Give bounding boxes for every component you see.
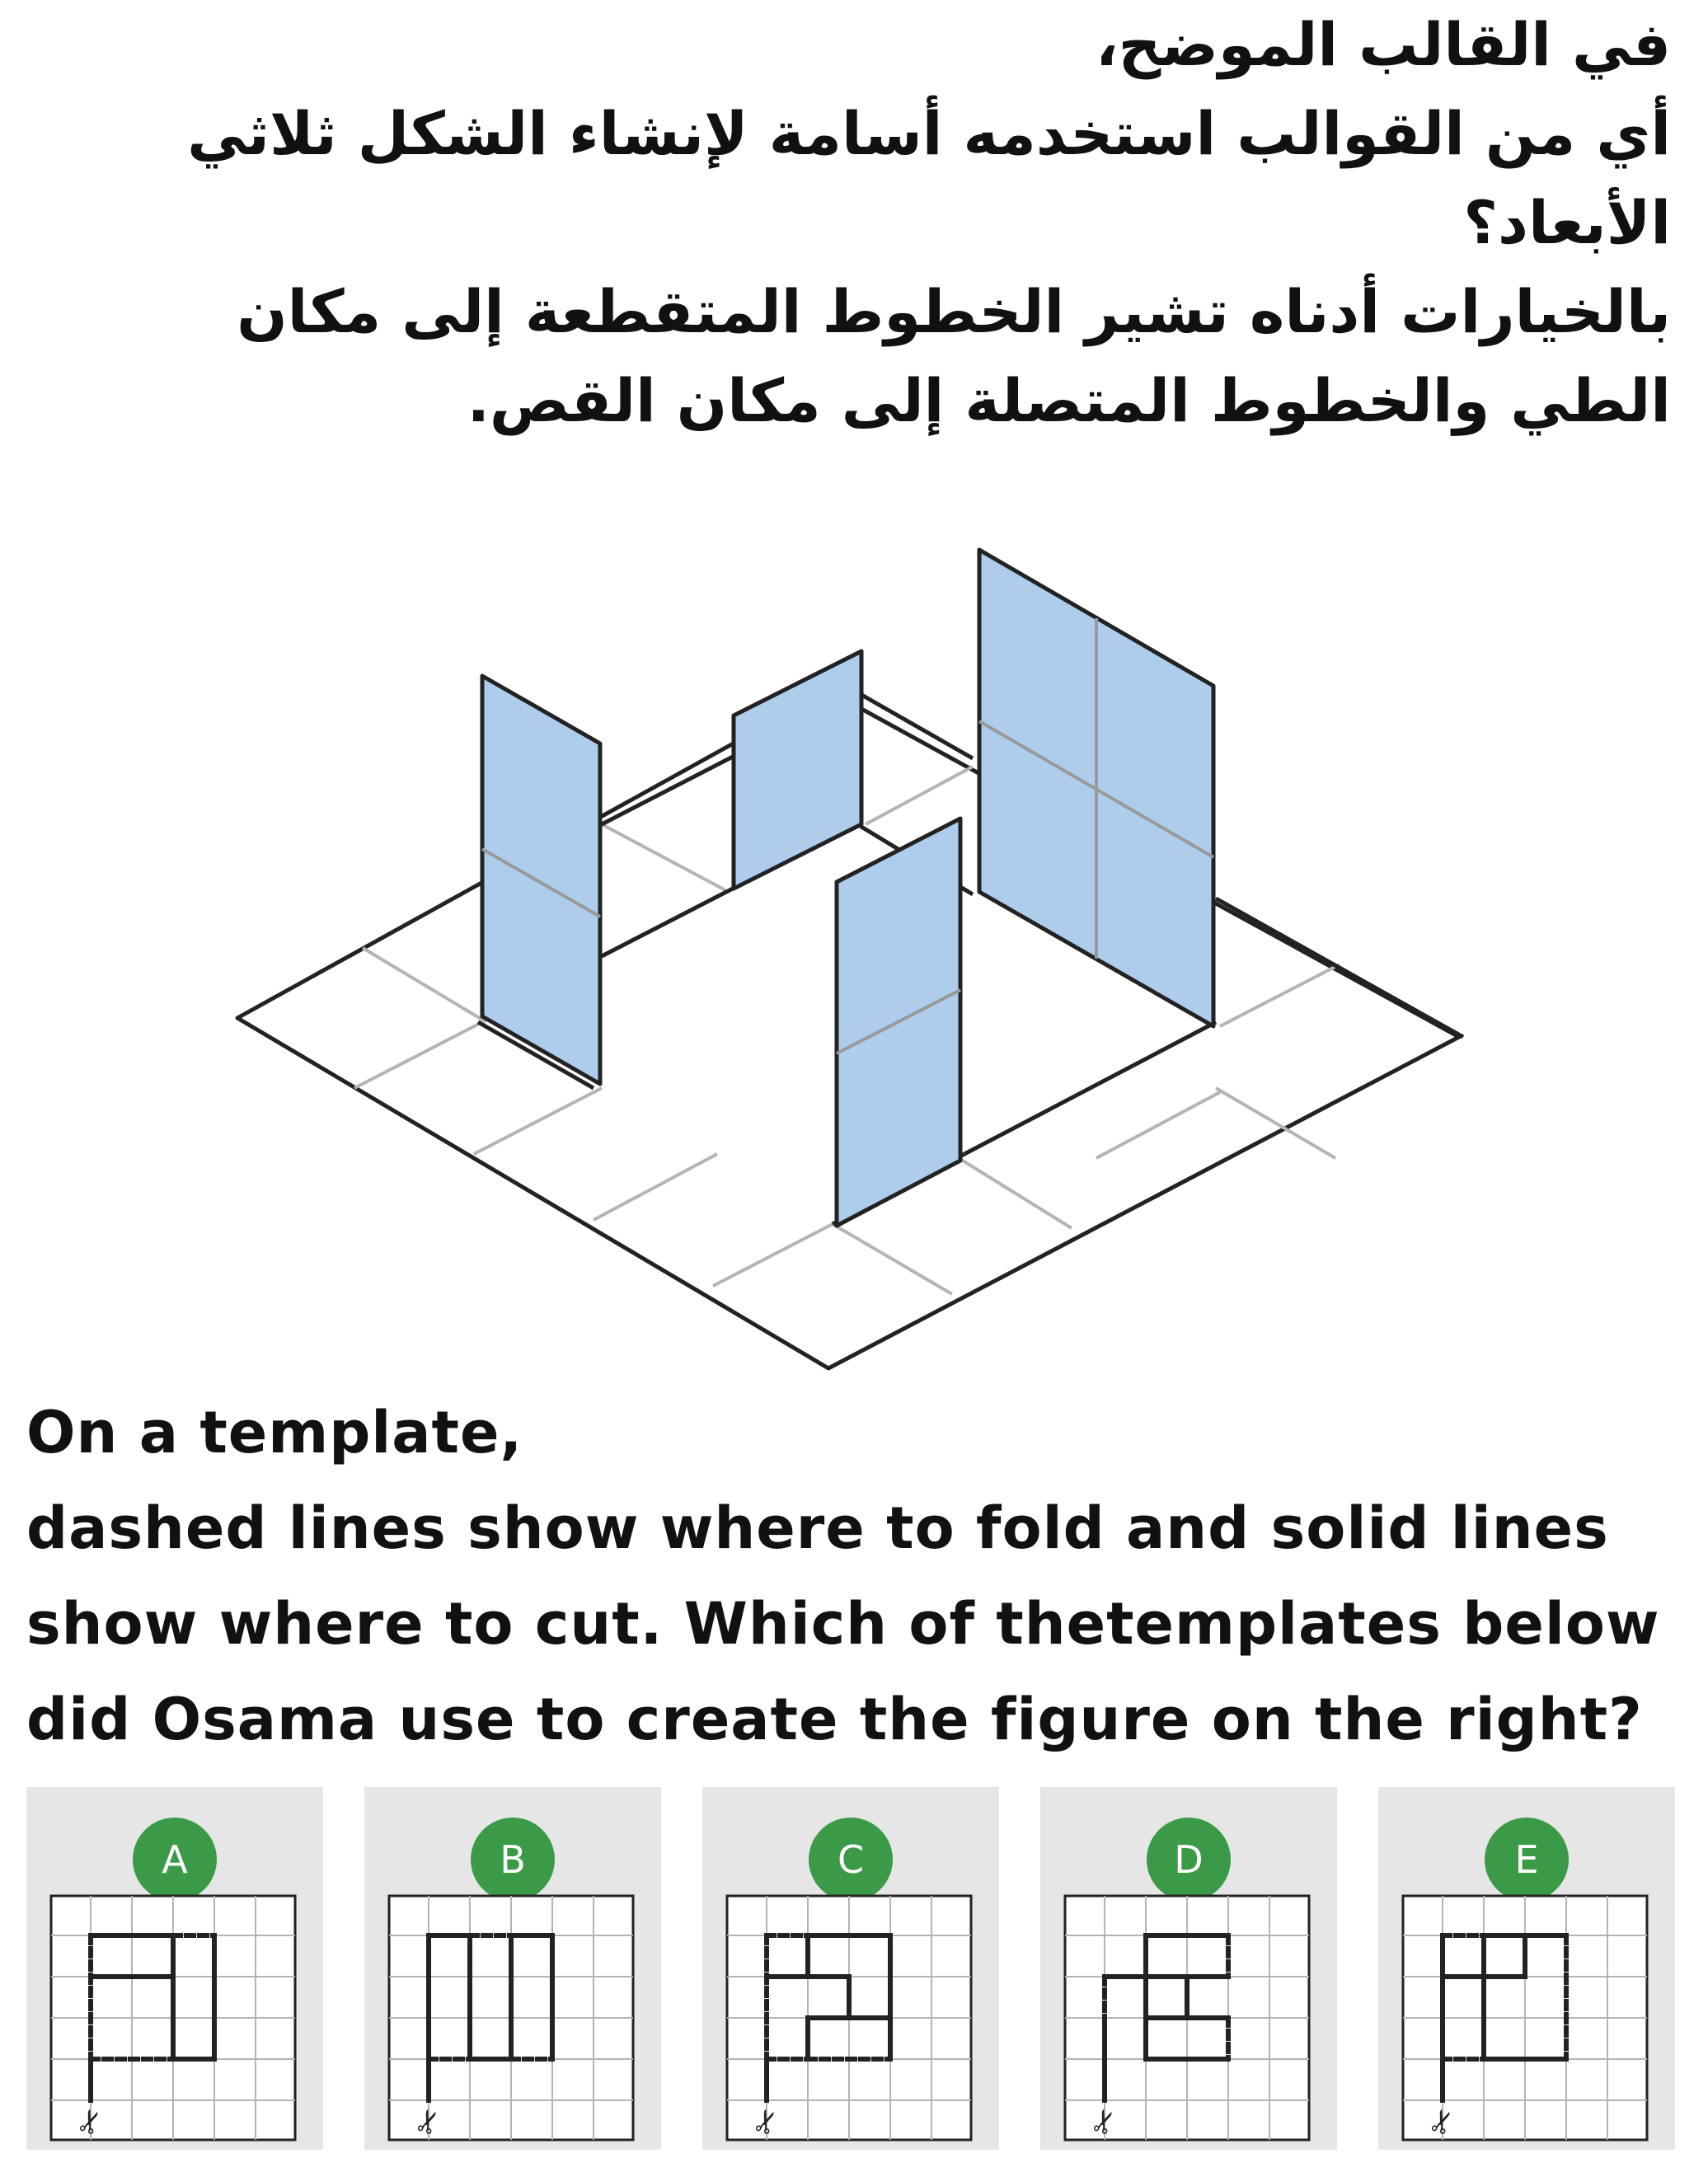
option-e-badge: E [1485, 1818, 1569, 1902]
question-ar-line-2: أي من القوالب استخدمه أسامة لإنشاء الشكل ثلاثي [187, 99, 1671, 168]
scissors-icon: ✂ [1420, 2103, 1464, 2141]
scissors-icon: ✂ [406, 2103, 450, 2141]
question-en-line-2: dashed lines show where to fold and solid lines [26, 1494, 1609, 1562]
question-en-line-4: did Osama use to create the figure on the right? [26, 1686, 1643, 1753]
option-c[interactable] [702, 1787, 999, 2150]
answer-options [26, 1787, 1682, 2150]
scissors-icon: ✂ [744, 2103, 788, 2141]
option-e-template [1401, 1894, 1649, 2142]
option-b-badge: B [471, 1818, 555, 1902]
question-ar-line-1: في القالب الموضح، [1096, 10, 1671, 79]
option-c-template [725, 1894, 973, 2142]
option-c-badge: C [809, 1818, 893, 1902]
option-b-template [387, 1894, 635, 2142]
question-ar-line-4: بالخيارات أدناه تشير الخطوط المتقطعة إلى مكان [237, 277, 1671, 346]
question-en-line-3: show where to cut. Which of thetemplates below [26, 1590, 1660, 1658]
option-d-badge: D [1147, 1818, 1231, 1902]
option-e[interactable] [1378, 1787, 1675, 2150]
option-a-template [49, 1894, 297, 2142]
wall-panel-front [837, 819, 960, 1226]
question-ar-line-3: الأبعاد؟ [1463, 188, 1671, 257]
scissors-icon: ✂ [68, 2103, 112, 2141]
scissors-icon: ✂ [1082, 2103, 1126, 2141]
question-en-line-1: On a template, [26, 1399, 523, 1466]
option-b[interactable] [364, 1787, 661, 2150]
option-a-badge: A [133, 1818, 217, 1902]
wall-panel-left [482, 676, 600, 1084]
option-d[interactable] [1040, 1787, 1337, 2150]
option-a[interactable] [26, 1787, 323, 2150]
option-d-template [1063, 1894, 1311, 2142]
question-english [26, 1385, 1659, 1767]
question-ar-line-5: الطي والخطوط المتصلة إلى مكان القص. [467, 366, 1671, 435]
